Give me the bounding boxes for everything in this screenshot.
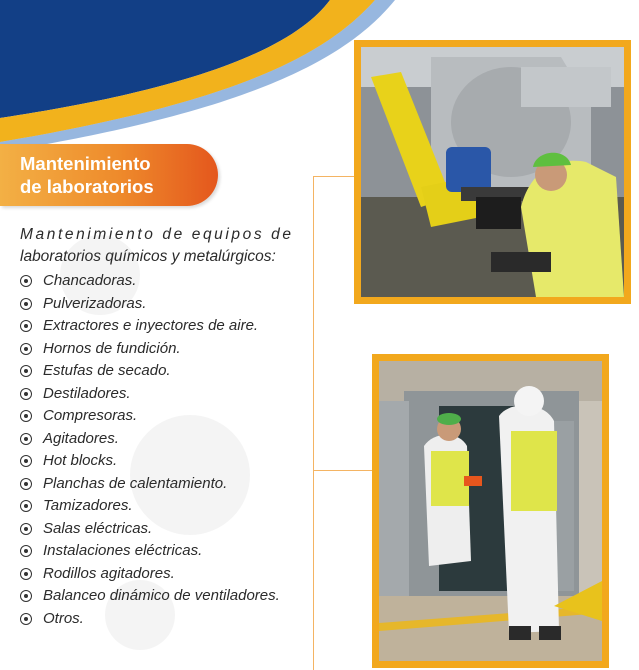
divider-line: [313, 176, 314, 670]
list-item: Hot blocks.: [20, 450, 280, 473]
intro-line-2: laboratorios químicos y metalúrgicos:: [20, 248, 276, 265]
circle-dot-icon: [20, 343, 32, 355]
circle-dot-icon: [20, 523, 32, 535]
section-title-tab: [0, 144, 218, 206]
circle-dot-icon: [20, 320, 32, 332]
list-item: Extractores e inyectores de aire.: [20, 315, 280, 338]
circle-dot-icon: [20, 568, 32, 580]
divider-line: [313, 470, 373, 471]
circle-dot-icon: [20, 545, 32, 557]
divider-line: [313, 176, 357, 177]
circle-dot-icon: [20, 298, 32, 310]
photo-fan-maintenance-image: [361, 47, 624, 297]
circle-dot-icon: [20, 613, 32, 625]
list-item: Agitadores.: [20, 428, 280, 451]
list-item: Tamizadores.: [20, 495, 280, 518]
list-item: Salas eléctricas.: [20, 518, 280, 541]
photo-electrical-room: [372, 354, 609, 668]
circle-dot-icon: [20, 365, 32, 377]
circle-dot-icon: [20, 275, 32, 287]
photo-electrical-room-image: [379, 361, 602, 661]
section-title: Mantenimiento de laboratorios: [20, 153, 154, 197]
list-item: Rodillos agitadores.: [20, 563, 280, 586]
photo-fan-maintenance: [354, 40, 631, 304]
equipment-list: [20, 270, 280, 630]
circle-dot-icon: [20, 433, 32, 445]
circle-dot-icon: [20, 388, 32, 400]
list-item: Balanceo dinámico de ventiladores.: [20, 585, 280, 608]
list-item: Destiladores.: [20, 383, 280, 406]
circle-dot-icon: [20, 590, 32, 602]
list-item: Compresoras.: [20, 405, 280, 428]
list-item: Planchas de calentamiento.: [20, 473, 280, 496]
intro-text: [20, 224, 300, 268]
list-item: Otros.: [20, 608, 280, 631]
circle-dot-icon: [20, 478, 32, 490]
list-item: Estufas de secado.: [20, 360, 280, 383]
list-item: Chancadoras.: [20, 270, 280, 293]
list-item: Instalaciones eléctricas.: [20, 540, 280, 563]
list-item: Pulverizadoras.: [20, 293, 280, 316]
circle-dot-icon: [20, 410, 32, 422]
list-item: Hornos de fundición.: [20, 338, 280, 361]
circle-dot-icon: [20, 500, 32, 512]
intro-line-1: Mantenimiento de equipos de: [20, 226, 294, 243]
circle-dot-icon: [20, 455, 32, 467]
